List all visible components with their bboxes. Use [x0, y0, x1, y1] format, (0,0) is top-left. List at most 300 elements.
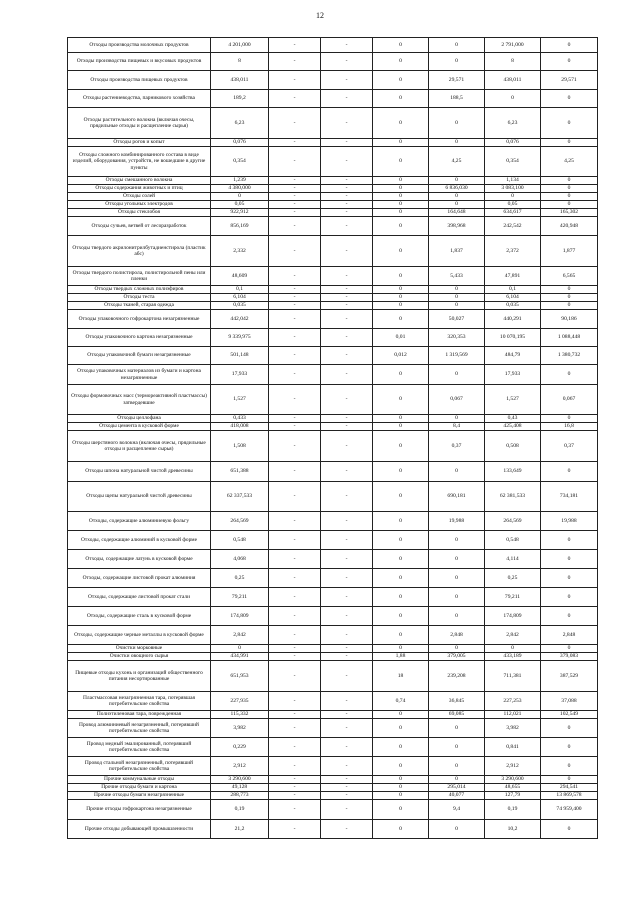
value-cell: 0 [373, 147, 429, 177]
value-cell: 0 [429, 757, 485, 776]
value-cell: 0 [211, 193, 269, 201]
table-row [68, 692, 598, 711]
value-cell: 0,076 [211, 139, 269, 147]
value-cell: 0,354 [211, 147, 269, 177]
waste-type-cell: Отходы производства пищевых продуктов [68, 71, 211, 90]
value-cell: - [269, 757, 321, 776]
table-row [68, 820, 598, 839]
value-cell: - [321, 385, 373, 415]
value-cell: 2,842 [211, 626, 269, 645]
table-row [68, 193, 598, 201]
value-cell: 4,114 [485, 550, 541, 569]
waste-type-cell: Отходы упаковочного картона незагрязненные [68, 329, 211, 347]
value-cell: 0 [429, 645, 485, 653]
waste-type-cell: Отходы упаковочной бумаги незагрязненные [68, 347, 211, 365]
waste-type-cell: Провод алюминиевый незагрязненный, потерявший потребительские свойства [68, 719, 211, 738]
value-cell: 6,565 [541, 267, 598, 286]
value-cell: 0 [373, 38, 429, 53]
value-cell: 3,982 [211, 719, 269, 738]
waste-type-cell: Пищевые отходы кухонь и организаций общественного питания несортированные [68, 661, 211, 692]
value-cell: - [269, 139, 321, 147]
value-cell: 0,01 [373, 329, 429, 347]
table-row [68, 267, 598, 286]
value-cell: - [321, 719, 373, 738]
value-cell: 0 [429, 38, 485, 53]
value-cell: 6,23 [211, 108, 269, 139]
value-cell: - [321, 90, 373, 108]
value-cell: 16,8 [541, 423, 598, 431]
value-cell: 40,077 [429, 792, 485, 800]
value-cell: 0 [541, 193, 598, 201]
waste-type-cell: Отходы, содержащие черные металлы в кусковой форме [68, 626, 211, 645]
value-cell: 434,991 [211, 653, 269, 661]
waste-type-cell: Отходы содержания животных и птиц [68, 185, 211, 193]
value-cell: 90,186 [541, 310, 598, 329]
value-cell: 4,25 [429, 147, 485, 177]
value-cell: 0 [373, 800, 429, 820]
waste-type-cell: Отходы сложного комбинированного состава в виде изделий, оборудования, устройств, не вошедшие в другие пункты [68, 147, 211, 177]
value-cell: - [321, 177, 373, 185]
table-row [68, 209, 598, 217]
table-row [68, 236, 598, 267]
value-cell: 0 [429, 607, 485, 626]
value-cell: 398,968 [429, 217, 485, 236]
value-cell: - [269, 588, 321, 607]
value-cell: - [321, 792, 373, 800]
value-cell: - [269, 482, 321, 512]
value-cell: - [269, 193, 321, 201]
value-cell: 0 [373, 53, 429, 71]
value-cell: 0 [373, 71, 429, 90]
table-row [68, 294, 598, 302]
value-cell: - [269, 286, 321, 294]
value-cell: 379,005 [429, 653, 485, 661]
value-cell: 239,208 [429, 661, 485, 692]
waste-type-cell: Отходы угольных электродов [68, 201, 211, 209]
value-cell: 18 [373, 661, 429, 692]
waste-type-cell: Отходы, содержащие сталь в кусковой форме [68, 607, 211, 626]
value-cell: 0 [429, 108, 485, 139]
waste-table [67, 37, 598, 839]
value-cell: 442,042 [211, 310, 269, 329]
value-cell: 501,148 [211, 347, 269, 365]
value-cell: 0,19 [485, 800, 541, 820]
value-cell: - [269, 792, 321, 800]
value-cell: 242,542 [485, 217, 541, 236]
value-cell: 0 [429, 738, 485, 757]
value-cell: - [321, 201, 373, 209]
value-cell: 62 381,533 [485, 482, 541, 512]
value-cell: 0,19 [211, 800, 269, 820]
value-cell: 0 [429, 365, 485, 385]
value-cell: 0 [429, 588, 485, 607]
value-cell: - [269, 661, 321, 692]
waste-type-cell: Отходы смешанного волокна [68, 177, 211, 185]
value-cell: 0 [541, 53, 598, 71]
value-cell: 1,527 [211, 385, 269, 415]
waste-type-cell: Отходы теста [68, 294, 211, 302]
value-cell: 0,035 [211, 302, 269, 310]
table-row [68, 738, 598, 757]
value-cell: 29,571 [541, 71, 598, 90]
value-cell: 264,569 [211, 512, 269, 531]
value-cell: - [269, 423, 321, 431]
value-cell: - [269, 147, 321, 177]
value-cell: 651,953 [211, 661, 269, 692]
value-cell: 2,912 [485, 757, 541, 776]
value-cell: - [321, 531, 373, 550]
value-cell: 21,2 [211, 820, 269, 839]
waste-type-cell: Провод стальной незагрязненный, потерявший потребительские свойства [68, 757, 211, 776]
value-cell: 0 [373, 711, 429, 719]
table-row [68, 185, 598, 193]
value-cell: 62 337,533 [211, 482, 269, 512]
value-cell: 0,37 [429, 431, 485, 462]
value-cell: 1,527 [485, 385, 541, 415]
waste-type-cell: Полиэтиленовая тара, поврежденная [68, 711, 211, 719]
value-cell: - [269, 784, 321, 792]
value-cell: 0 [211, 645, 269, 653]
value-cell: 189,2 [211, 90, 269, 108]
waste-type-cell: Очистки овощного сырья [68, 653, 211, 661]
value-cell: 4,25 [541, 147, 598, 177]
value-cell: 10 070,195 [485, 329, 541, 347]
value-cell: - [269, 776, 321, 784]
value-cell: - [269, 531, 321, 550]
value-cell: 0 [373, 201, 429, 209]
value-cell: 1 319,569 [429, 347, 485, 365]
waste-type-cell: Отходы тканей, старая одежда [68, 302, 211, 310]
value-cell: 320,353 [429, 329, 485, 347]
value-cell: 6,23 [485, 108, 541, 139]
value-cell: 0 [373, 193, 429, 201]
value-cell: 9,4 [429, 800, 485, 820]
value-cell: - [269, 645, 321, 653]
value-cell: 9 339,975 [211, 329, 269, 347]
table-row [68, 329, 598, 347]
value-cell: - [321, 139, 373, 147]
value-cell: 0 [373, 267, 429, 286]
table-row [68, 757, 598, 776]
waste-type-cell: Отходы солей [68, 193, 211, 201]
value-cell: - [321, 108, 373, 139]
value-cell: 188,5 [429, 90, 485, 108]
value-cell: 690,181 [429, 482, 485, 512]
value-cell: 2 791,000 [485, 38, 541, 53]
value-cell: 0 [373, 738, 429, 757]
value-cell: 3 290,600 [211, 776, 269, 784]
value-cell: 264,569 [485, 512, 541, 531]
value-cell: 19,988 [541, 512, 598, 531]
value-cell: 0 [429, 462, 485, 482]
value-cell: 420,948 [541, 217, 598, 236]
value-cell: 0 [429, 201, 485, 209]
value-cell: - [321, 462, 373, 482]
value-cell: - [269, 738, 321, 757]
value-cell: 2,332 [211, 236, 269, 267]
table-row [68, 431, 598, 462]
value-cell: 634,617 [485, 209, 541, 217]
value-cell: 2,912 [211, 757, 269, 776]
value-cell: - [321, 236, 373, 267]
value-cell: 0 [373, 482, 429, 512]
waste-type-cell: Отходы шерстяного волокна (включая очесы, прядильные отходы и расщепление сырья) [68, 431, 211, 462]
value-cell: 425,408 [485, 423, 541, 431]
value-cell: 440,291 [485, 310, 541, 329]
value-cell: - [269, 217, 321, 236]
value-cell: - [269, 53, 321, 71]
value-cell: - [321, 147, 373, 177]
value-cell: 227,253 [485, 692, 541, 711]
value-cell: - [321, 607, 373, 626]
table-row [68, 53, 598, 71]
value-cell: 0,548 [485, 531, 541, 550]
waste-type-cell: Прочие отходы гофрокартона незагрязненные [68, 800, 211, 820]
table-row [68, 719, 598, 738]
value-cell: - [269, 569, 321, 588]
waste-type-cell: Отходы, содержащие латунь в кусковой форме [68, 550, 211, 569]
value-cell: - [321, 738, 373, 757]
table-row [68, 482, 598, 512]
table-row [68, 385, 598, 415]
value-cell: 6,104 [211, 294, 269, 302]
value-cell: 0 [541, 201, 598, 209]
value-cell: 8 [211, 53, 269, 71]
value-cell: 0 [541, 607, 598, 626]
value-cell: 0 [373, 776, 429, 784]
value-cell: 0 [373, 423, 429, 431]
table-row [68, 139, 598, 147]
value-cell: 0 [541, 569, 598, 588]
waste-type-cell: Отходы, содержащие листовой прокат стали [68, 588, 211, 607]
value-cell: 127,79 [485, 792, 541, 800]
value-cell: 0 [541, 294, 598, 302]
value-cell: 0 [541, 108, 598, 139]
value-cell: 0,25 [485, 569, 541, 588]
value-cell: 0 [541, 531, 598, 550]
value-cell: 48,609 [211, 267, 269, 286]
value-cell: - [269, 177, 321, 185]
value-cell: 288,773 [211, 792, 269, 800]
table-row [68, 776, 598, 784]
value-cell: 0 [373, 185, 429, 193]
value-cell: - [321, 820, 373, 839]
value-cell: 2,842 [485, 626, 541, 645]
value-cell: 0 [373, 217, 429, 236]
value-cell: 3 083,100 [485, 185, 541, 193]
value-cell: - [321, 512, 373, 531]
table-row [68, 201, 598, 209]
waste-type-cell: Прочие отходы бумаги и картона [68, 784, 211, 792]
table-row [68, 784, 598, 792]
table-row [68, 550, 598, 569]
table-row [68, 800, 598, 820]
value-cell: 0 [373, 719, 429, 738]
value-cell: 387,529 [541, 661, 598, 692]
value-cell: 0 [541, 550, 598, 569]
value-cell: 0 [373, 385, 429, 415]
value-cell: 133,649 [485, 462, 541, 482]
value-cell: 4,068 [211, 550, 269, 569]
value-cell: - [321, 347, 373, 365]
value-cell: 0 [373, 294, 429, 302]
value-cell: 6 836,030 [429, 185, 485, 193]
value-cell: 69,085 [429, 711, 485, 719]
waste-type-cell: Прочие коммунальные отходы [68, 776, 211, 784]
value-cell: - [321, 193, 373, 201]
value-cell: - [269, 302, 321, 310]
value-cell: 0 [429, 531, 485, 550]
value-cell: - [269, 209, 321, 217]
value-cell: 922,912 [211, 209, 269, 217]
value-cell: 0 [373, 531, 429, 550]
value-cell: 0 [541, 588, 598, 607]
table-row [68, 302, 598, 310]
value-cell: 165,302 [541, 209, 598, 217]
value-cell: 0 [485, 193, 541, 201]
value-cell: 115,332 [211, 711, 269, 719]
value-cell: - [321, 711, 373, 719]
value-cell: 0 [429, 294, 485, 302]
value-cell: 8 [485, 53, 541, 71]
value-cell: - [321, 294, 373, 302]
waste-type-cell: Отходы цемента в кусковой форме [68, 423, 211, 431]
value-cell: 174,809 [485, 607, 541, 626]
value-cell: 0 [429, 719, 485, 738]
value-cell: 50,027 [429, 310, 485, 329]
value-cell: 74 959,400 [541, 800, 598, 820]
value-cell: 0,067 [541, 385, 598, 415]
value-cell: - [321, 800, 373, 820]
waste-type-cell: Отходы формовочных масс (термореактивной пластмассы) затвердевшие [68, 385, 211, 415]
value-cell: 0 [429, 415, 485, 423]
value-cell: - [321, 267, 373, 286]
value-cell: - [321, 661, 373, 692]
value-cell: 0 [541, 365, 598, 385]
waste-type-cell: Отходы твердого полистирола, полистирольной пены или пленки [68, 267, 211, 286]
value-cell: 1,239 [211, 177, 269, 185]
value-cell: 79,211 [211, 588, 269, 607]
value-cell: 0,1 [485, 286, 541, 294]
value-cell: 2,848 [541, 626, 598, 645]
value-cell: 0 [541, 462, 598, 482]
value-cell: 1,134 [485, 177, 541, 185]
value-cell: - [269, 431, 321, 462]
waste-type-cell: Очистки морковные [68, 645, 211, 653]
table-row [68, 177, 598, 185]
value-cell: 0,74 [373, 692, 429, 711]
value-cell: 0,354 [485, 147, 541, 177]
value-cell: 0 [373, 462, 429, 482]
value-cell: 294,541 [541, 784, 598, 792]
value-cell: 0 [373, 588, 429, 607]
value-cell: 0 [373, 108, 429, 139]
table-row [68, 531, 598, 550]
value-cell: 0 [541, 738, 598, 757]
value-cell: - [321, 423, 373, 431]
table-row [68, 653, 598, 661]
value-cell: 0 [429, 776, 485, 784]
value-cell: 0,035 [485, 302, 541, 310]
table-row [68, 217, 598, 236]
value-cell: 0 [373, 512, 429, 531]
value-cell: - [321, 757, 373, 776]
value-cell: 438,011 [485, 71, 541, 90]
page-number: 12 [316, 11, 324, 20]
value-cell: 0 [541, 177, 598, 185]
value-cell: - [269, 329, 321, 347]
value-cell: 0 [541, 38, 598, 53]
value-cell: 47,891 [485, 267, 541, 286]
table-row [68, 108, 598, 139]
waste-type-cell: Отходы производства молочных продуктов [68, 38, 211, 53]
table-row [68, 71, 598, 90]
value-cell: 48,655 [485, 784, 541, 792]
table-row [68, 569, 598, 588]
value-cell: - [269, 820, 321, 839]
value-cell: 734,181 [541, 482, 598, 512]
value-cell: 0 [373, 90, 429, 108]
value-cell: 0 [541, 820, 598, 839]
value-cell: - [269, 711, 321, 719]
value-cell: 0 [485, 645, 541, 653]
value-cell: 29,571 [429, 71, 485, 90]
value-cell: 1 088,448 [541, 329, 598, 347]
value-cell: 856,169 [211, 217, 269, 236]
value-cell: 0 [429, 177, 485, 185]
value-cell: - [269, 607, 321, 626]
waste-type-cell: Провод медный эмалированный, потерявший потребительские свойства [68, 738, 211, 757]
value-cell: - [321, 569, 373, 588]
table-row [68, 661, 598, 692]
value-cell: - [269, 626, 321, 645]
value-cell: 0,1 [211, 286, 269, 294]
value-cell: 13 869,578 [541, 792, 598, 800]
value-cell: 0 [429, 820, 485, 839]
value-cell: 4 380,000 [211, 185, 269, 193]
table-row [68, 462, 598, 482]
value-cell: 1,88 [373, 653, 429, 661]
value-cell: 0 [373, 286, 429, 294]
value-cell: 0 [373, 607, 429, 626]
value-cell: 0,841 [485, 738, 541, 757]
value-cell: - [321, 784, 373, 792]
value-cell: 37,088 [541, 692, 598, 711]
value-cell: 0,05 [485, 201, 541, 209]
value-cell: - [269, 267, 321, 286]
value-cell: - [321, 692, 373, 711]
value-cell: 1,877 [541, 236, 598, 267]
value-cell: 0 [373, 310, 429, 329]
waste-type-cell: Отходы упаковочного гофрокартона незагрязненные [68, 310, 211, 329]
waste-type-cell: Отходы стеклобоя [68, 209, 211, 217]
value-cell: 0 [541, 90, 598, 108]
value-cell: 0 [429, 286, 485, 294]
value-cell: - [269, 347, 321, 365]
table-row [68, 626, 598, 645]
value-cell: 0 [373, 209, 429, 217]
table-row [68, 512, 598, 531]
value-cell: - [321, 482, 373, 512]
value-cell: - [269, 512, 321, 531]
waste-type-cell: Отходы растительного волокна (включая очесы, прядильные отходы и расщепление сырья) [68, 108, 211, 139]
waste-table-body [68, 38, 598, 839]
value-cell: - [269, 800, 321, 820]
value-cell: 0 [429, 139, 485, 147]
table-row [68, 588, 598, 607]
value-cell: 0,067 [429, 385, 485, 415]
value-cell: - [269, 719, 321, 738]
